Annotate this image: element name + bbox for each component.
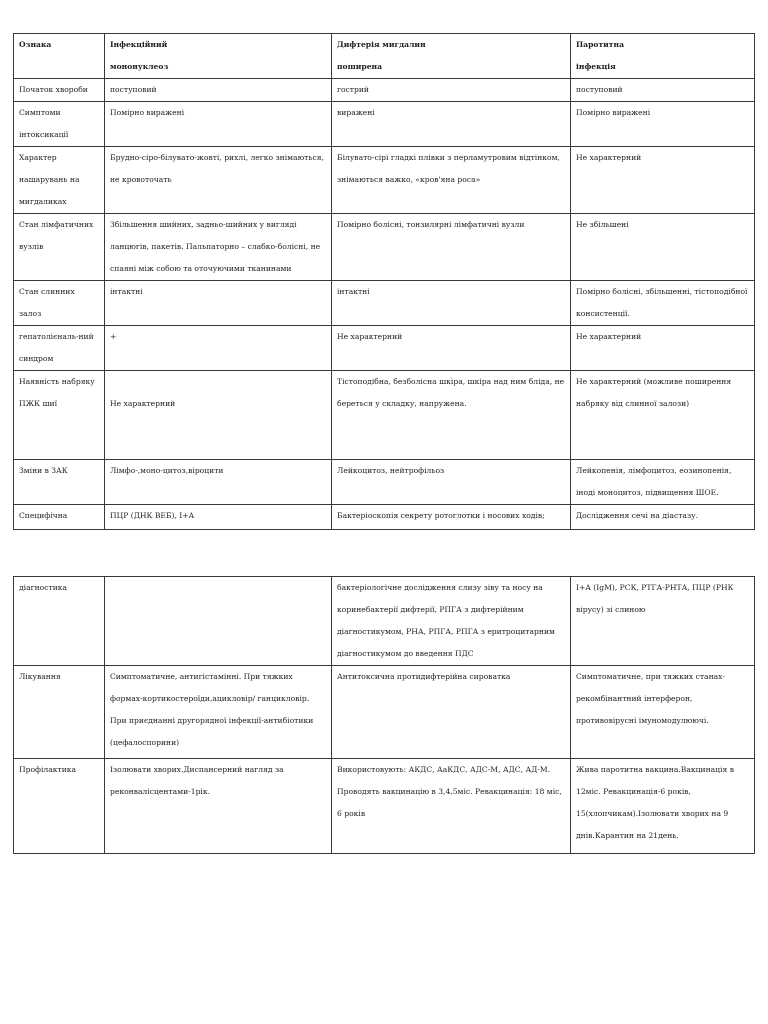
table-row bbox=[14, 102, 755, 147]
table-cell: Симптоми інтоксикації bbox=[14, 102, 105, 147]
table-cell: діагностика bbox=[14, 577, 105, 666]
table-cell: Антитоксична протидифтерійна сироватка bbox=[332, 666, 571, 759]
table-cell: Стан лімфатичних вузлів bbox=[14, 214, 105, 281]
table-row bbox=[14, 577, 755, 666]
table-row bbox=[14, 666, 755, 759]
table-cell: Дослідження сечі на діастазу. bbox=[571, 505, 755, 530]
table-cell: Не характерний bbox=[571, 326, 755, 371]
table-cell: Специфічна bbox=[14, 505, 105, 530]
table-cell: інтактні bbox=[105, 281, 332, 326]
table-cell: Жива паротитна вакцина.Вакцинація в 12міс. Ревакцинація-6 років, 15(хлопчикам).Ізолювати хворих на 9 днів.Карантин на 21день. bbox=[571, 759, 755, 854]
table-header-row bbox=[14, 34, 755, 79]
table-row bbox=[14, 79, 755, 102]
table-row bbox=[14, 281, 755, 326]
table-row bbox=[14, 214, 755, 281]
table-cell: Початок хвороби bbox=[14, 79, 105, 102]
table-cell: Симптоматичне, антигістамінні. При тяжких формах-кортикостероїди,ацикловір/ ганцикловір. При приєднанні другорядної інфекції-антибіотики (цефалоспорини) bbox=[105, 666, 332, 759]
table-cell: Використовують: АКДС, АаКДС, АДС-М, АДС, АД-М. Проводять вакцинацію в 3,4,5міс. Ревакцинація: 18 міс, 6 років bbox=[332, 759, 571, 854]
table-cell: ПЦР (ДНК ВЕБ), I+A bbox=[105, 505, 332, 530]
table-row bbox=[14, 147, 755, 214]
table-cell: Збільшення шийних, задньо-шийних у вигляді ланцюгів, пакетів. Пальпаторно – слабко-болісні, не спаяні між собою та оточуючими тканинами bbox=[105, 214, 332, 281]
table-cell: Помірно виражені bbox=[105, 102, 332, 147]
table-cell: Дифтерія мигдалин поширена bbox=[332, 34, 571, 79]
table-cell: поступовий bbox=[571, 79, 755, 102]
comparison-table-part-2 bbox=[13, 576, 755, 854]
comparison-table-part-1 bbox=[13, 33, 755, 530]
table-cell: Брудно-сіро-білувато-жовті, рихлі, легко знімаються, не кровоточать bbox=[105, 147, 332, 214]
table-cell: Не характерний bbox=[332, 326, 571, 371]
table-cell: виражені bbox=[332, 102, 571, 147]
table-row bbox=[14, 371, 755, 460]
table-cell: Не збільшені bbox=[571, 214, 755, 281]
table-cell: Помірно болісні, тонзилярні лімфатичні вузли bbox=[332, 214, 571, 281]
table-cell: гепатолієналь-ний синдром bbox=[14, 326, 105, 371]
table-cell: Симптоматичне, при тяжких станах- рекомбінантний інтерферон, противовірусні імуномодулюючі. bbox=[571, 666, 755, 759]
table-cell: Помірно виражені bbox=[571, 102, 755, 147]
table-cell: Не характерний bbox=[571, 147, 755, 214]
table-cell: Інфекційний мононуклеоз bbox=[105, 34, 332, 79]
table-cell: + bbox=[105, 326, 332, 371]
table-row bbox=[14, 460, 755, 505]
table-cell: Не характерний (можливе поширення набряку від слинної залози) bbox=[571, 371, 755, 460]
table-cell: Ознака bbox=[14, 34, 105, 79]
table-cell: бактеріологічне дослідження слизу зіву та носу на коринебактерії дифтерії, РПГА з дифтерійним діагностикумом, РНА, РПГА, РПГА з еритроцитарним діагностикумом до введення ПДС bbox=[332, 577, 571, 666]
table-cell: Паротитна інфекція bbox=[571, 34, 755, 79]
table-cell: Наявність набряку ПЖК шиї bbox=[14, 371, 105, 460]
table-cell: Ізолювати хворих.Диспансерний нагляд за реконвалісцентами-1рік. bbox=[105, 759, 332, 854]
table-cell: гострий bbox=[332, 79, 571, 102]
table-cell: I+A (IgM), РСК, РТГА-РНТА, ПЦР (РНК вірусу) зі слиною bbox=[571, 577, 755, 666]
table-cell: Лейкоцитоз, нейтрофільоз bbox=[332, 460, 571, 505]
table-cell: Характер нашарувань на мигдаликах bbox=[14, 147, 105, 214]
table-cell: Бактеріоскопія секрету ротоглотки і носових ходів; bbox=[332, 505, 571, 530]
table-cell: Лікування bbox=[14, 666, 105, 759]
table-row bbox=[14, 505, 755, 530]
table-row bbox=[14, 326, 755, 371]
table-row bbox=[14, 759, 755, 854]
table-cell: Тістоподібна, безболісна шкіра, шкіра над ним бліда, не береться у складку, напружена. bbox=[332, 371, 571, 460]
table-cell: Білувато-сірі гладкі плівки з перламутровим відтінком, знімаються важко, «кров'яна роса» bbox=[332, 147, 571, 214]
table-cell bbox=[105, 577, 332, 666]
table-cell: Лейкопенія, лімфоцитоз, еозинопенія, іноді моноцитоз, підвищення ШОЕ. bbox=[571, 460, 755, 505]
table-cell: інтактні bbox=[332, 281, 571, 326]
table-cell: Лімфо-,моно-цитоз,віроцити bbox=[105, 460, 332, 505]
table-cell: Не характерний bbox=[105, 371, 332, 460]
table-cell: Стан слинних залоз bbox=[14, 281, 105, 326]
table-cell: Профілактика bbox=[14, 759, 105, 854]
table-cell: поступовий bbox=[105, 79, 332, 102]
table-cell: Помірно болісні, збільшенні, тістоподібної консистенції. bbox=[571, 281, 755, 326]
table-cell: Зміни в ЗАК bbox=[14, 460, 105, 505]
